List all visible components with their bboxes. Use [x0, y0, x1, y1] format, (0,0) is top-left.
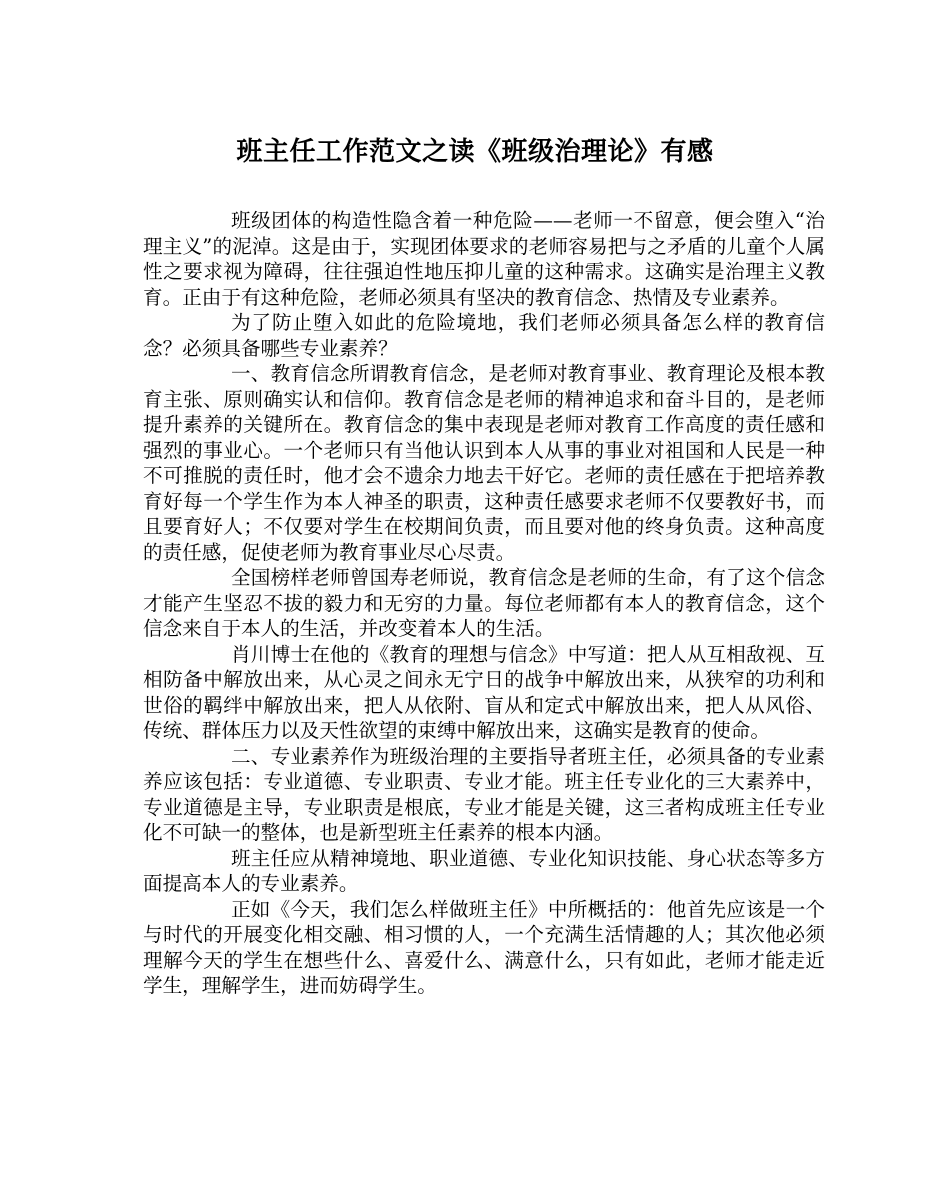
document-title: 班主任工作范文之读《班级治理论》有感: [236, 137, 714, 167]
paragraph: 一、教育信念所谓教育信念，是老师对教育事业、教育理论及根本教育主张、原则确实认和信仰。教育信念是老师的精神追求和奋斗目的，是老师提升素养的关键所在。教育信念的集中表现是老师对教育工作高度的责任感和强烈的事业心。一个老师只有当他认识到本人从事的事业对祖国和人民是一种不可推脱的责任时，他才会不遗余力地去干好它。老师的责任感在于把培养教育好每一个学生作为本人神圣的职责，这种责任感要求老师不仅要教好书，而且要育好人；不仅要对学生在校期间负责，而且要对他的终身负责。这种高度的责任感，促使老师为教育事业尽心尽责。: [143, 362, 825, 564]
paragraph: 二、专业素养作为班级治理的主要指导者班主任，必须具备的专业素养应该包括：专业道德、专业职责、专业才能。班主任专业化的三大素养中，专业道德是主导，专业职责是根底，专业才能是关键，这三者构成班主任专业化不可缺一的整体，也是新型班主任素养的根本内涵。: [143, 744, 825, 844]
document-body: [143, 208, 825, 999]
paragraph: 班级团体的构造性隐含着一种危险——老师一不留意，便会堕入“治理主义”的泥淖。这是由于，实现团体要求的老师容易把与之矛盾的儿童个人属性之要求视为障碍，往往强迫性地压抑儿童的这种需求。这确实是治理主义教育。正由于有这种危险，老师必须具有坚决的教育信念、热情及专业素养。: [143, 209, 825, 309]
paragraph: 肖川博士在他的《教育的理想与信念》中写道：把人从互相敌视、互相防备中解放出来，从心灵之间永无宁日的战争中解放出来，从狭窄的功利和世俗的羁绊中解放出来，把人从依附、盲从和定式中解放出来，把人从风俗、传统、群体压力以及天性欲望的束缚中解放出来，这确实是教育的使命。: [143, 642, 825, 742]
paragraph: 全国榜样老师曾国寿老师说，教育信念是老师的生命，有了这个信念才能产生坚忍不拔的毅力和无穷的力量。每位老师都有本人的教育信念，这个信念来自于本人的生活，并改变着本人的生活。: [143, 566, 825, 640]
paragraph: 班主任应从精神境地、职业道德、专业化知识技能、身心状态等多方面提高本人的专业素养。: [143, 846, 825, 895]
paragraph: 为了防止堕入如此的危险境地，我们老师必须具备怎么样的教育信念？必须具备哪些专业素养？: [143, 311, 825, 360]
paragraph: 正如《今天，我们怎么样做班主任》中所概括的：他首先应该是一个与时代的开展变化相交融、相习惯的人，一个充满生活情趣的人；其次他必须理解今天的学生在想些什么、喜爱什么、满意什么，只有如此，老师才能走近学生，理解学生，进而妨碍学生。: [143, 897, 825, 997]
